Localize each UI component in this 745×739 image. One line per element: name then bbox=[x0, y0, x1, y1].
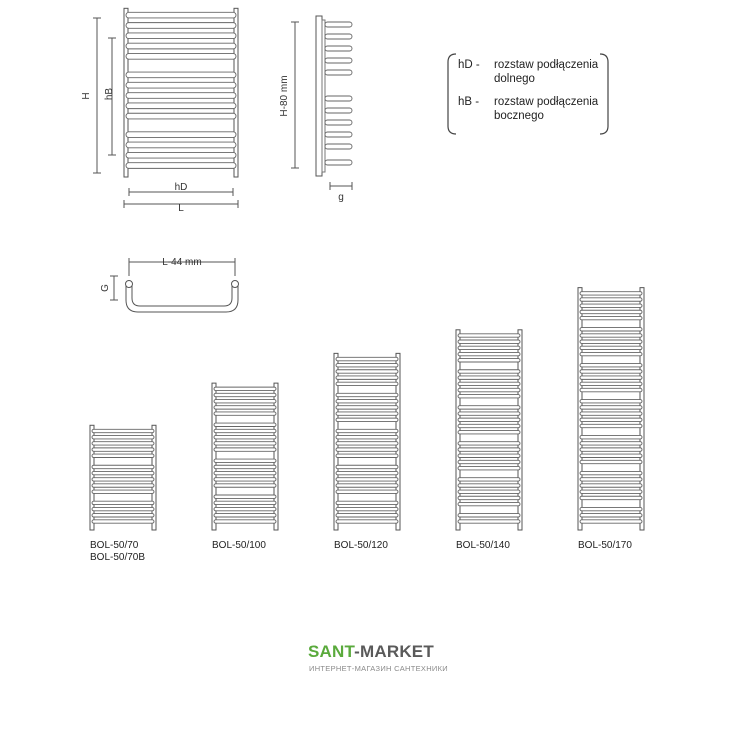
radiator-bar bbox=[580, 304, 642, 307]
side-view-radiator bbox=[316, 16, 352, 176]
radiator-bar bbox=[92, 478, 154, 481]
radiator-bar bbox=[336, 435, 398, 438]
side-view-bars bbox=[325, 22, 352, 165]
legend-item-hD bbox=[458, 58, 614, 86]
radiator-bar bbox=[458, 346, 520, 349]
radiator-bar bbox=[458, 370, 520, 373]
radiator-bar bbox=[580, 310, 642, 313]
radiator-bar bbox=[214, 514, 276, 517]
radiator-bar bbox=[214, 387, 276, 390]
radiator-bar bbox=[126, 33, 236, 39]
radiator-bar bbox=[458, 514, 520, 517]
radiator-bar bbox=[458, 448, 520, 451]
radiator-bar bbox=[92, 484, 154, 487]
radiator-bar bbox=[580, 292, 642, 295]
radiator-bar bbox=[580, 490, 642, 493]
radiator-bar bbox=[92, 465, 154, 468]
radiator-bar bbox=[92, 442, 154, 445]
model-label-bol-50-100: BOL-50/100 bbox=[212, 540, 266, 551]
radiator-bar bbox=[126, 82, 236, 88]
radiator-bar bbox=[336, 484, 398, 487]
radiator-bar bbox=[126, 12, 236, 18]
label-L-44: L-44 mm bbox=[162, 257, 202, 268]
radiator-bar bbox=[336, 454, 398, 457]
radiator-bar bbox=[336, 514, 398, 517]
model-label-bol-50-120: BOL-50/120 bbox=[334, 540, 388, 551]
model-label-bol-50-70: BOL-50/70 BOL-50/70B bbox=[90, 540, 146, 563]
radiator bbox=[456, 330, 522, 530]
radiator-bar bbox=[580, 352, 642, 355]
radiator-bar bbox=[580, 484, 642, 487]
radiator-bar bbox=[580, 454, 642, 457]
radiator-bar bbox=[336, 357, 398, 360]
side-view-bar bbox=[325, 120, 352, 125]
radiator-bar bbox=[580, 406, 642, 409]
radiator-bar bbox=[580, 496, 642, 499]
radiator-bar bbox=[580, 435, 642, 438]
radiator-bar bbox=[214, 423, 276, 426]
radiator-bar bbox=[458, 340, 520, 343]
radiator-bar bbox=[214, 442, 276, 445]
radiator-bar bbox=[580, 448, 642, 451]
legend-text-line2: bocznego bbox=[494, 110, 544, 122]
radiator-bar bbox=[214, 400, 276, 403]
radiator-bar bbox=[126, 93, 236, 99]
radiator-bar bbox=[580, 376, 642, 379]
radiator-bar bbox=[458, 359, 520, 362]
dimension-H-80 bbox=[291, 22, 299, 168]
brand-logo: SANT-MARKET bbox=[308, 642, 434, 661]
radiator-bar bbox=[458, 406, 520, 409]
radiator-bar bbox=[580, 340, 642, 343]
side-view-bar bbox=[325, 58, 352, 63]
radiator-bar bbox=[92, 448, 154, 451]
side-view-bar bbox=[325, 144, 352, 149]
radiator-bar bbox=[126, 132, 236, 138]
radiator-bar bbox=[336, 382, 398, 385]
radiator-bar bbox=[336, 406, 398, 409]
radiator-bar bbox=[336, 465, 398, 468]
radiator-bar bbox=[580, 514, 642, 517]
legend-key: hD - bbox=[458, 59, 480, 71]
radiator-bar bbox=[580, 316, 642, 319]
label-H-80: H-80 mm bbox=[279, 75, 290, 117]
radiator-bar bbox=[92, 471, 154, 474]
radiator-bar bbox=[336, 442, 398, 445]
radiator-bar bbox=[336, 520, 398, 523]
dimension-G bbox=[110, 276, 118, 300]
radiator-bar bbox=[214, 429, 276, 432]
radiator-bar bbox=[214, 435, 276, 438]
radiator-bar bbox=[336, 507, 398, 510]
model-label-bol-50-170: BOL-50/170 bbox=[578, 540, 632, 551]
side-view-bar bbox=[325, 70, 352, 75]
legend bbox=[458, 58, 614, 132]
label-hB: hB bbox=[104, 87, 115, 101]
radiator-bar bbox=[92, 435, 154, 438]
radiator-bar bbox=[580, 424, 642, 427]
radiator-bar bbox=[126, 23, 236, 29]
radiator-bar bbox=[580, 400, 642, 403]
radiator-bar bbox=[214, 393, 276, 396]
radiator-bar bbox=[214, 448, 276, 451]
label-L: L bbox=[178, 203, 184, 214]
radiator-bar bbox=[214, 478, 276, 481]
radiator-bar bbox=[214, 412, 276, 415]
radiator-bar bbox=[336, 418, 398, 421]
radiator-bar bbox=[214, 406, 276, 409]
radiator-bar bbox=[214, 484, 276, 487]
radiator-bar bbox=[458, 382, 520, 385]
radiator-bar bbox=[580, 507, 642, 510]
model-lineup bbox=[90, 288, 644, 530]
legend-key: hB - bbox=[458, 96, 480, 108]
radiator-bar bbox=[580, 298, 642, 301]
radiator-bar bbox=[458, 376, 520, 379]
radiator-bar bbox=[126, 163, 236, 169]
side-view-bar bbox=[325, 132, 352, 137]
radiator-bar bbox=[458, 478, 520, 481]
radiator-bar bbox=[458, 424, 520, 427]
model-label-bol-50-70b: BOL-50/70B bbox=[90, 552, 146, 563]
label-H: H bbox=[81, 92, 92, 100]
radiator-bar bbox=[580, 382, 642, 385]
legend-text-line1: rozstaw podłączenia bbox=[494, 59, 599, 71]
radiator-bar bbox=[336, 490, 398, 493]
side-view-bar bbox=[325, 108, 352, 113]
radiator-bar bbox=[336, 364, 398, 367]
radiator-bar bbox=[458, 496, 520, 499]
radiator bbox=[212, 383, 278, 530]
radiator-bar bbox=[92, 514, 154, 517]
radiator-bar bbox=[92, 520, 154, 523]
radiator-bar bbox=[92, 507, 154, 510]
radiator-bar bbox=[580, 364, 642, 367]
radiator-bar bbox=[458, 431, 520, 434]
radiator-bar bbox=[214, 459, 276, 462]
radiator-bar bbox=[336, 400, 398, 403]
side-view-bar bbox=[325, 46, 352, 51]
radiator-bar bbox=[214, 501, 276, 504]
radiator-bar bbox=[214, 495, 276, 498]
radiator-bar bbox=[458, 454, 520, 457]
radiator bbox=[124, 8, 238, 177]
radiator-bar bbox=[126, 152, 236, 158]
radiator-bar bbox=[580, 334, 642, 337]
legend-item-hB bbox=[458, 95, 614, 123]
radiator-bar bbox=[126, 103, 236, 109]
radiator-bar bbox=[458, 412, 520, 415]
radiator-bar bbox=[126, 54, 236, 60]
radiator-bar bbox=[580, 370, 642, 373]
radiator-bar bbox=[92, 490, 154, 493]
radiator-bar bbox=[336, 370, 398, 373]
radiator-bar bbox=[458, 502, 520, 505]
radiator-bar bbox=[214, 507, 276, 510]
side-view-bar bbox=[325, 34, 352, 39]
radiator-bar bbox=[458, 442, 520, 445]
legend-text-line2: dolnego bbox=[494, 73, 535, 85]
radiator-bar bbox=[126, 113, 236, 119]
radiator-bar bbox=[580, 471, 642, 474]
radiator-bar bbox=[580, 442, 642, 445]
side-view-bar bbox=[325, 96, 352, 101]
front-view-radiator bbox=[124, 8, 238, 177]
brand-tagline: ИНТЕРНЕТ-МАГАЗИН САНТЕХНИКИ bbox=[309, 664, 448, 673]
radiator-bar bbox=[580, 478, 642, 481]
radiator-bar bbox=[92, 501, 154, 504]
radiator bbox=[90, 425, 156, 530]
radiator-bar bbox=[580, 412, 642, 415]
radiator-bar bbox=[336, 478, 398, 481]
radiator-bar bbox=[458, 388, 520, 391]
radiator-bar bbox=[580, 328, 642, 331]
radiator-bar bbox=[336, 429, 398, 432]
radiator-bar bbox=[336, 471, 398, 474]
radiator-bar bbox=[580, 460, 642, 463]
radiator bbox=[578, 288, 644, 530]
side-view-bar bbox=[325, 160, 352, 165]
radiator-bar bbox=[214, 465, 276, 468]
radiator-bar bbox=[126, 142, 236, 148]
radiator-bar bbox=[336, 393, 398, 396]
radiator-bar bbox=[580, 346, 642, 349]
label-G: G bbox=[100, 284, 111, 292]
radiator-bar bbox=[336, 412, 398, 415]
radiator-bar bbox=[458, 334, 520, 337]
radiator-bar bbox=[126, 72, 236, 78]
label-g: g bbox=[338, 192, 344, 203]
radiator-bar bbox=[92, 429, 154, 432]
radiator-bar bbox=[92, 454, 154, 457]
radiator-bar bbox=[580, 418, 642, 421]
radiator bbox=[334, 353, 400, 530]
radiator-bar bbox=[336, 501, 398, 504]
radiator-bar bbox=[214, 520, 276, 523]
label-hD: hD bbox=[174, 182, 188, 193]
dimension-H bbox=[93, 18, 101, 173]
radiator-bar bbox=[580, 520, 642, 523]
radiator-bar bbox=[580, 388, 642, 391]
top-view-radiator bbox=[126, 281, 239, 313]
side-view-bar bbox=[325, 22, 352, 27]
legend-text-line1: rozstaw podłączenia bbox=[494, 96, 599, 108]
radiator-bar bbox=[458, 484, 520, 487]
model-label-bol-50-140: BOL-50/140 bbox=[456, 540, 510, 551]
radiator-bar bbox=[336, 448, 398, 451]
dimension-g bbox=[330, 182, 352, 190]
radiator-bar bbox=[458, 395, 520, 398]
radiator-bar bbox=[214, 471, 276, 474]
radiator-bar bbox=[458, 466, 520, 469]
radiator-bar bbox=[458, 460, 520, 463]
radiator-bar bbox=[336, 376, 398, 379]
radiator-bar bbox=[126, 43, 236, 49]
radiator-bar bbox=[458, 490, 520, 493]
radiator-bar bbox=[458, 418, 520, 421]
radiator-bar bbox=[458, 520, 520, 523]
radiator-bar bbox=[458, 352, 520, 355]
